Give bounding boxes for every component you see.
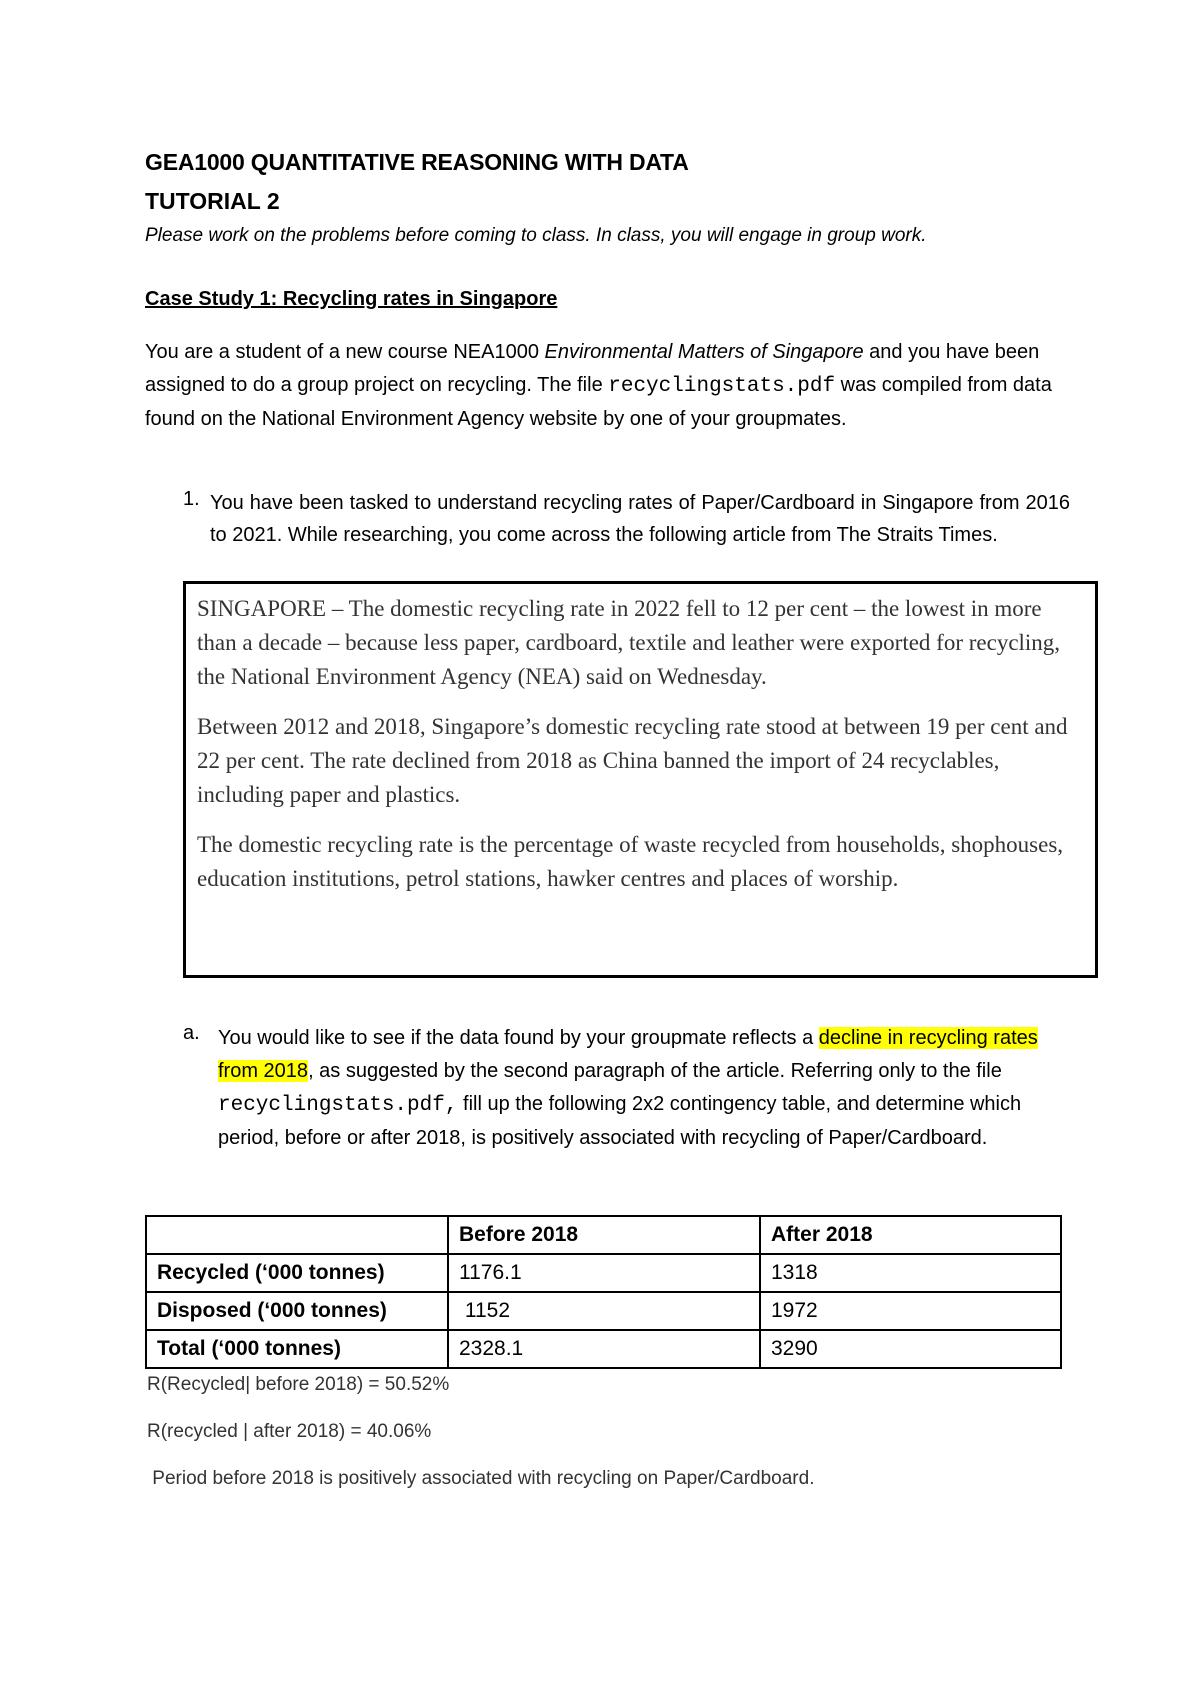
table-header-cell: Before 2018 xyxy=(448,1216,760,1254)
tutorial-title: TUTORIAL 2 xyxy=(145,188,280,214)
article-quote-box xyxy=(183,581,1098,978)
table-cell: 2328.1 xyxy=(448,1330,760,1368)
intro-text-2: and you have been assigned to do a group project on recycling. The file xyxy=(145,341,1040,396)
instruction-text: Please work on the problems before coming to class. In class, you will engage in group work. xyxy=(145,225,927,246)
answer-line-1: R(Recycled| before 2018) = 50.52% xyxy=(147,1374,450,1395)
intro-text-3: was compiled from data found on the National Environment Agency website by one of your groupmates. xyxy=(145,373,1052,430)
q1a-filename: recyclingstats.pdf, xyxy=(218,1094,458,1117)
answer-line-3: Period before 2018 is positively associated with recycling on Paper/Cardboard. xyxy=(147,1468,815,1489)
intro-filename: recyclingstats.pdf xyxy=(608,374,836,398)
row-label-disposed: Disposed (‘000 tonnes) xyxy=(146,1292,448,1330)
question-1-number: 1. xyxy=(183,488,200,510)
table-header-cell xyxy=(146,1216,448,1254)
article-paragraph: The domestic recycling rate is the percentage of waste recycled from households, shophouses, education institutions, petrol stations, hawker centres and places of worship. xyxy=(197,832,1064,891)
table-cell: 1176.1 xyxy=(448,1254,760,1292)
course-title: GEA1000 QUANTITATIVE REASONING WITH DATA xyxy=(145,149,689,175)
question-1-text: You have been tasked to understand recycling rates of Paper/Cardboard in Singapore from 2016 to 2021. While researching, you come across the following article from The Straits Times. xyxy=(210,492,1070,546)
article-paragraph: Between 2012 and 2018, Singapore’s domestic recycling rate stood at between 19 per cent and 22 per cent. The rate declined from 2018 as China banned the import of 24 recyclables, including paper and plastics. xyxy=(197,714,1068,807)
table-cell: 1318 xyxy=(760,1254,1061,1292)
table-cell: 1152 xyxy=(448,1292,760,1330)
q1a-text-1: You would like to see if the data found by your groupmate reflects a xyxy=(218,1027,819,1049)
q1a-highlight: decline in recycling rates from 2018 xyxy=(218,1027,1038,1082)
case-study-intro xyxy=(145,336,1075,436)
article-paragraph: SINGAPORE – The domestic recycling rate in 2022 fell to 12 per cent – the lowest in more than a decade – because less paper, cardboard, textile and leather were exported for recycling, the National Environment Agency (NEA) said on Wednesday. xyxy=(197,596,1061,689)
table-row xyxy=(146,1330,1061,1368)
question-1a-text xyxy=(218,1022,1038,1155)
q1a-text-2: , as suggested by the second paragraph of the article. Referring only to the file xyxy=(308,1060,1002,1082)
row-label-recycled: Recycled (‘000 tonnes) xyxy=(146,1254,448,1292)
case-study-title: Case Study 1: Recycling rates in Singapore xyxy=(145,288,558,310)
intro-course-name: Environmental Matters of Singapore xyxy=(544,341,864,363)
table-cell: 3290 xyxy=(760,1330,1061,1368)
table-cell: 1972 xyxy=(760,1292,1061,1330)
row-label-total: Total (‘000 tonnes) xyxy=(146,1330,448,1368)
table-header-cell: After 2018 xyxy=(760,1216,1061,1254)
contingency-table xyxy=(145,1215,1062,1369)
table-header-row xyxy=(146,1216,1061,1254)
answer-line-2: R(recycled | after 2018) = 40.06% xyxy=(147,1421,432,1442)
q1a-text-3: fill up the following 2x2 contingency table, and determine which period, before or after 2018, is positively associated with recycling of Paper/Cardboard. xyxy=(218,1093,1022,1149)
question-1a-letter: a. xyxy=(183,1022,200,1044)
intro-text-1: You are a student of a new course NEA1000 xyxy=(145,341,545,363)
table-row xyxy=(146,1254,1061,1292)
table-row xyxy=(146,1292,1061,1330)
